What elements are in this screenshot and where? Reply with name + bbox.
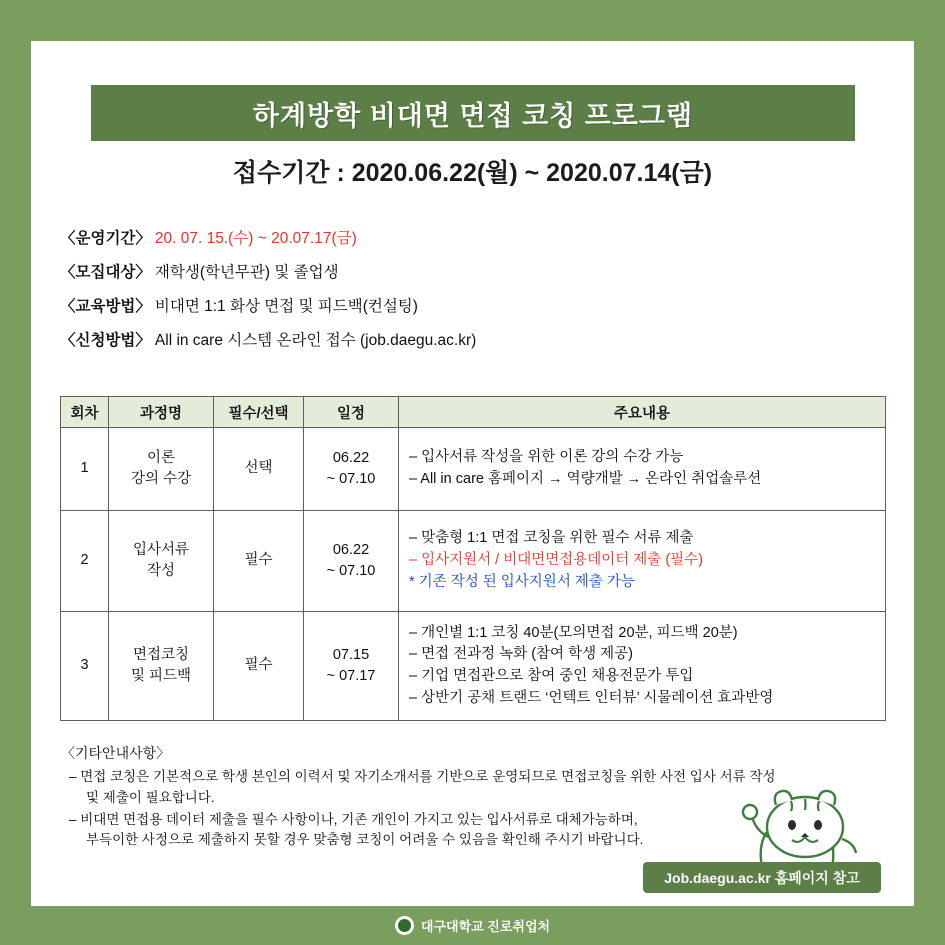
application-period-subtitle: 접수기간 : 2020.06.22(월) ~ 2020.07.14(금) [232, 159, 713, 187]
info-row-method [60, 294, 890, 316]
detail-line: – 맞춤형 1:1 면접 코칭을 위한 필수 서류 제출 [409, 530, 694, 547]
university-logo-icon [395, 916, 414, 935]
info-value: All in care 시스템 온라인 접수 (job.daegu.ac.kr) [154, 332, 477, 349]
column-header-details: 주요내용 [399, 397, 886, 428]
cell-details [399, 428, 886, 511]
course-line-1: 이론 [146, 449, 175, 466]
university-name: 대구대학교 진로취업처 [420, 919, 551, 934]
table-row [61, 428, 886, 511]
detail-line: – 입사서류 작성을 위한 이론 강의 수강 가능 [409, 449, 684, 466]
program-table [60, 396, 886, 721]
table-row [61, 511, 886, 612]
course-line-2: 및 피드백 [130, 668, 192, 684]
detail-line: – 면접 전과정 녹화 (참여 학생 제공) [409, 646, 633, 663]
cell-course [109, 511, 214, 612]
schedule-line-2: ~ 07.10 [326, 471, 376, 487]
course-line-1: 입사서류 [132, 541, 190, 558]
program-table-wrap [60, 396, 885, 721]
course-line-2: 작성 [146, 563, 175, 579]
note-line: – 면접 코칭은 기본적으로 학생 본인의 이력서 및 자기소개서를 기반으로 운영되므로 면접코칭을 위한 사전 입사 서류 작성 [69, 768, 776, 784]
info-value: 20. 07. 15.(수) ~ 20.07.17(금) [154, 230, 357, 247]
homepage-reference-button[interactable] [643, 862, 881, 893]
cell-no: 2 [61, 511, 109, 612]
table-row [61, 612, 886, 721]
note-line: 부득이한 사정으로 제출하지 못할 경우 맞춤형 코칭이 어려울 수 있음을 확인해 주시기 바랍니다. [86, 832, 644, 848]
cell-requirement: 필수 [214, 511, 304, 612]
homepage-reference-label: Job.daegu.ac.kr 홈페이지 참고 [664, 869, 860, 886]
table-header-row [61, 397, 886, 428]
cell-no: 3 [61, 612, 109, 721]
cell-schedule [304, 612, 399, 721]
detail-line-note: * 기존 작성 된 입사지원서 제출 가능 [409, 573, 635, 590]
university-logo-inner [398, 919, 411, 932]
column-header-schedule: 일정 [304, 397, 399, 428]
cell-details [399, 612, 886, 721]
cell-no: 1 [61, 428, 109, 511]
schedule-line-1: 06.22 [332, 449, 370, 466]
detail-line: – 상반기 공채 트랜드 ‘언텍트 인터뷰’ 시물레이션 효과반영 [409, 689, 774, 706]
column-header-course: 과정명 [109, 397, 214, 428]
info-label: 〈운영기간〉 [60, 230, 151, 247]
column-header-no: 회차 [61, 397, 109, 428]
cell-schedule [304, 511, 399, 612]
detail-line: – 개인별 1:1 코칭 40분(모의면접 20분, 피드백 20분) [409, 624, 738, 641]
cell-requirement: 필수 [214, 612, 304, 721]
detail-line: – 기업 면접관으로 참여 중인 채용전문가 투입 [409, 668, 694, 684]
note-line: 및 제출이 필요합니다. [86, 789, 215, 805]
info-label: 〈신청방법〉 [60, 332, 151, 349]
info-row-operating-period [60, 226, 890, 248]
cell-course [109, 428, 214, 511]
cell-schedule [304, 428, 399, 511]
course-line-2: 강의 수강 [130, 471, 192, 487]
info-value: 재학생(학년무관) 및 졸업생 [154, 264, 339, 281]
detail-line-highlight: – 입사지원서 / 비대면면접용데이터 제출 (필수) [409, 552, 704, 569]
info-list [60, 226, 890, 362]
bottom-bar [0, 906, 945, 945]
info-row-apply [60, 328, 890, 350]
cell-details [399, 511, 886, 612]
poster-card [31, 41, 914, 906]
schedule-line-1: 06.22 [332, 541, 370, 558]
cell-requirement: 선택 [214, 428, 304, 511]
title-banner [91, 85, 855, 141]
notes-title: 〈기타안내사항〉 [61, 745, 171, 761]
course-line-1: 면접코칭 [132, 646, 190, 663]
schedule-line-1: 07.15 [332, 646, 370, 663]
info-label: 〈교육방법〉 [60, 298, 151, 315]
schedule-line-2: ~ 07.17 [326, 668, 376, 684]
info-row-target [60, 260, 890, 282]
info-value: 비대면 1:1 화상 면접 및 피드백(컨설팅) [154, 298, 418, 315]
cell-course [109, 612, 214, 721]
schedule-line-2: ~ 07.10 [326, 563, 376, 579]
note-line: – 비대면 면접용 데이터 제출을 필수 사항이나, 기존 개인이 가지고 있는 입사서류로 대체가능하며, [69, 811, 638, 827]
detail-line: – All in care 홈페이지 → 역량개발 → 온라인 취업솔루션 [409, 471, 762, 487]
page-title: 하계방학 비대면 면접 코칭 프로그램 [252, 100, 694, 131]
info-label: 〈모집대상〉 [60, 264, 151, 281]
column-header-requirement: 필수/선택 [214, 397, 304, 428]
